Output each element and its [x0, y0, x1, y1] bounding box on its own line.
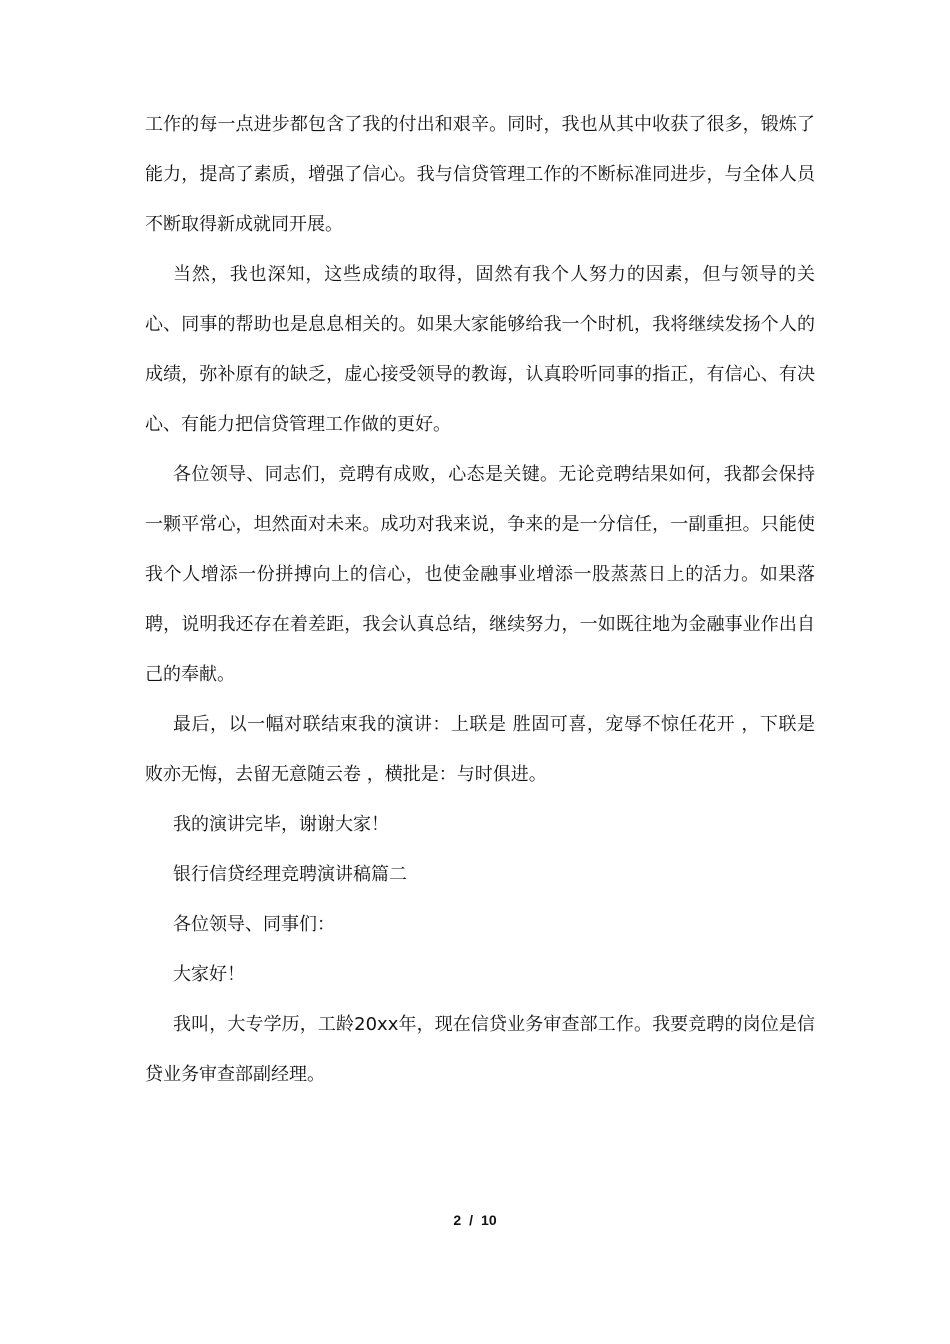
paragraph: 当然，我也深知，这些成绩的取得，固然有我个人努力的因素，但与领导的关心、同事的帮助也是息息相关的。如果大家能够给我一个时机，我将继续发扬个人的成绩，弥补原有的缺乏，虚心接受领导的教诲，认真聆听同事的指正，有信心、有决心、有能力把信贷管理工作做的更好。 [145, 264, 815, 435]
greeting: 大家好！ [173, 964, 245, 985]
paragraph: 我的演讲完毕，谢谢大家！ [173, 814, 389, 835]
total-pages: 10 [481, 1212, 497, 1228]
current-page-number: 2 [453, 1212, 462, 1228]
paragraph: 最后，以一幅对联结束我的演讲：上联是 胜固可喜，宠辱不惊任花开 ，下联是 败亦无悔，去留无意随云卷 ，横批是：与时俱进。 [145, 714, 815, 785]
page-separator: / [469, 1212, 474, 1228]
salutation: 各位领导、同事们： [173, 914, 335, 935]
document-body [145, 100, 815, 1100]
paragraph-continuation: 工作的每一点进步都包含了我的付出和艰辛。同时，我也从其中收获了很多，锻炼了能力，提高了素质，增强了信心。我与信贷管理工作的不断标准同进步，与全体人员不断取得新成就同开展。 [145, 114, 815, 235]
section-heading: 银行信贷经理竞聘演讲稿篇二 [173, 864, 407, 885]
page-number [0, 1212, 950, 1228]
paragraph: 各位领导、同志们，竞聘有成败，心态是关键。无论竞聘结果如何，我都会保持一颗平常心，坦然面对未来。成功对我来说，争来的是一分信任，一副重担。只能使我个人增添一份拼搏向上的信心，也使金融事业增添一股蒸蒸日上的活力。如果落聘，说明我还存在着差距，我会认真总结，继续努力，一如既往地为金融事业作出自己的奉献。 [145, 464, 815, 685]
paragraph: 我叫，大专学历，工龄20xx年，现在信贷业务审查部工作。我要竞聘的岗位是信贷业务审查部副经理。 [145, 1014, 815, 1085]
